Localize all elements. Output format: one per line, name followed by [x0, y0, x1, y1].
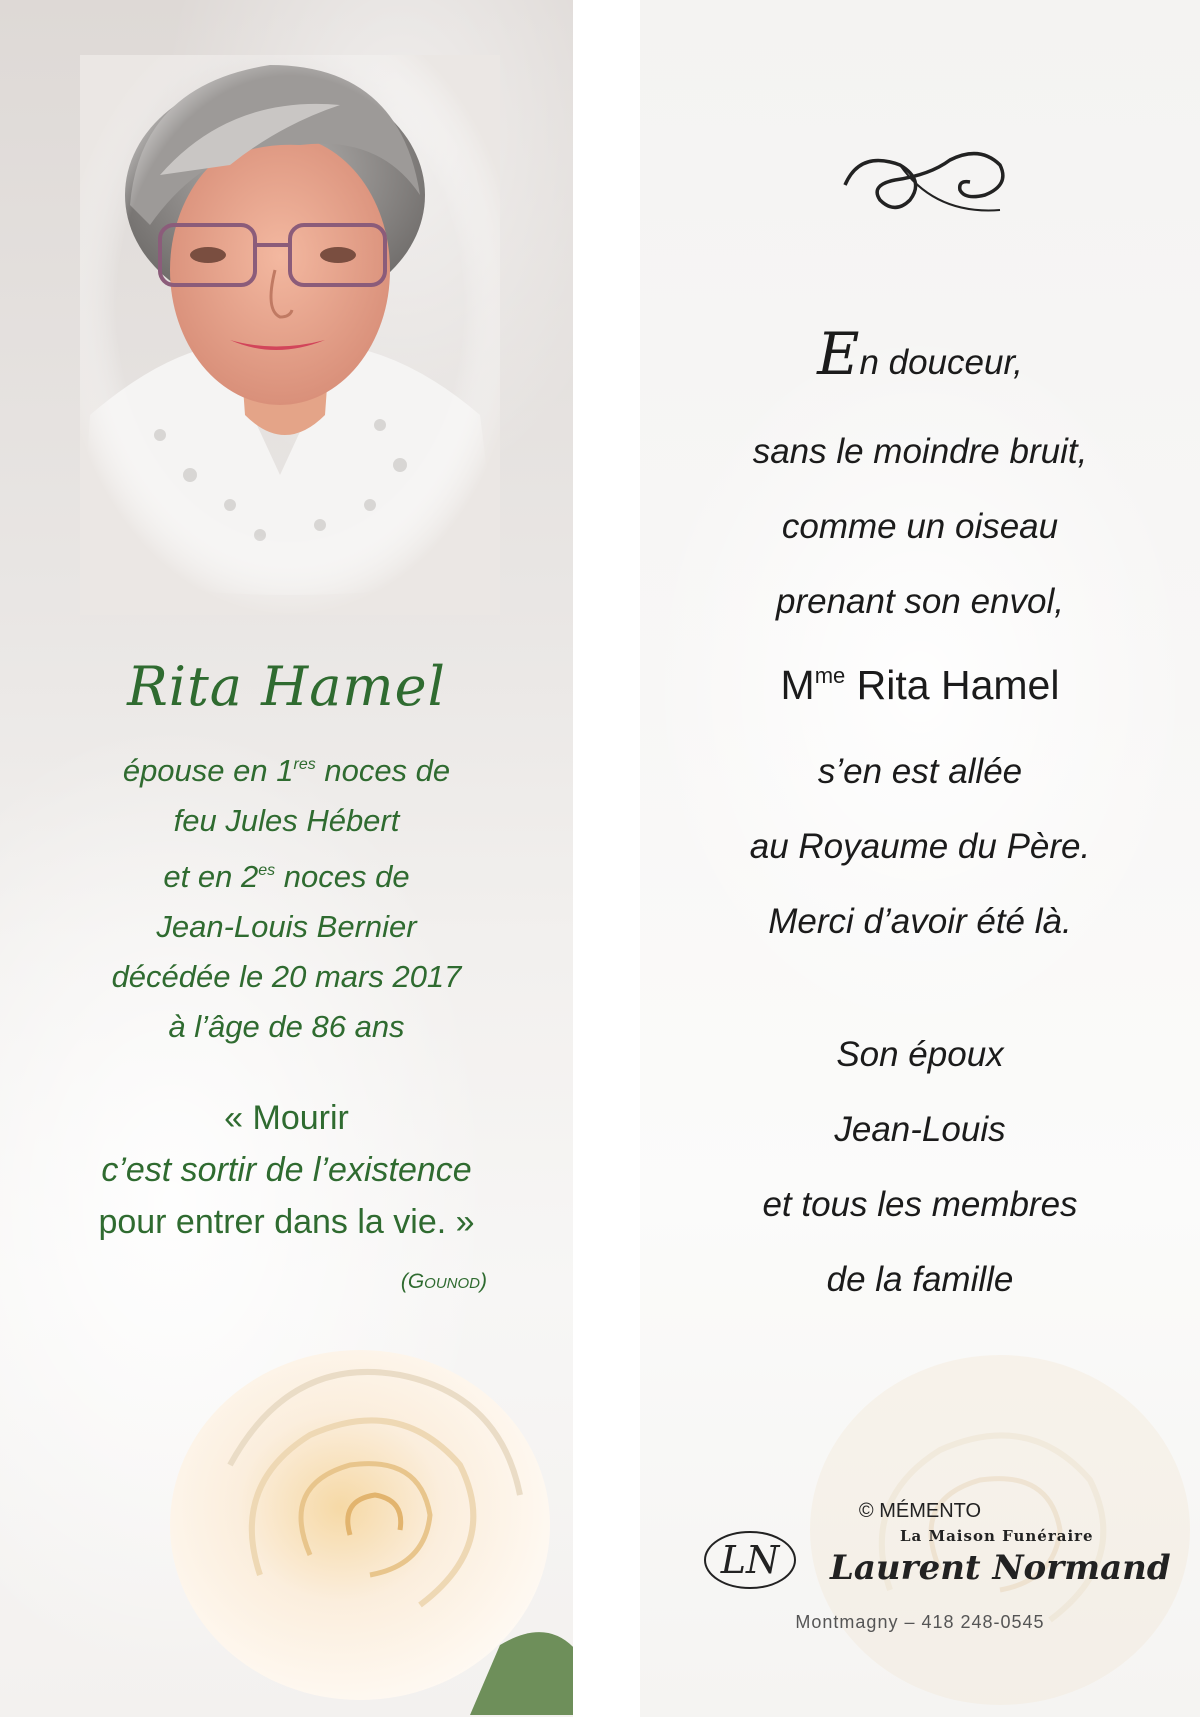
bio-line-age: à l’âge de 86 ans — [168, 1009, 405, 1044]
poem-line-4: prenant son envol, — [776, 582, 1064, 621]
quote-author: (Gounod) — [400, 1270, 487, 1293]
quote — [0, 1092, 573, 1248]
bookmark-back — [640, 0, 1200, 1717]
white-rose-image — [170, 1315, 573, 1715]
flourish-ornament — [840, 140, 1010, 225]
funeral-home-label: La Maison Funéraire — [900, 1527, 1094, 1545]
bio-line-marriage-2: et en $2^{es}$ noces de — [163, 859, 410, 894]
bio-line-marriage-1: épouse en 1res noces de — [122, 753, 451, 788]
portrait-photo — [80, 55, 500, 615]
poem-line-2: sans le moindre bruit, — [752, 432, 1088, 471]
quote-line-1: « Mourir — [224, 1099, 349, 1137]
poem-name-line: $M^{me}$ Rita Hamel — [780, 662, 1060, 708]
family-line-4: de la famille — [826, 1260, 1014, 1299]
poem-line-1: En douceur, — [817, 320, 1023, 388]
funeral-home-name: Laurent Normand — [830, 1548, 1171, 1588]
bio-line-death-date: décédée le 20 mars 2017 — [111, 959, 462, 994]
bio-line-first-husband: feu Jules Hébert — [173, 803, 400, 838]
poem-line-7: au Royaume du Père. — [749, 827, 1091, 866]
poem-line-6: s’en est allée — [817, 752, 1023, 791]
ln-monogram-logo — [700, 1525, 800, 1595]
biography — [0, 740, 573, 1052]
faded-rose-image — [800, 1330, 1200, 1717]
memento-credit: © MÉMENTO — [858, 1500, 982, 1522]
poem-line-3: comme un oiseau — [781, 507, 1059, 546]
quote-line-2: c’est sortir de l’existence — [101, 1151, 472, 1189]
family-line-1: Son époux — [836, 1035, 1004, 1074]
svg-text:LN: LN — [720, 1538, 780, 1582]
family-line-2: Jean-Louis — [834, 1110, 1006, 1149]
family-line-3: et tous les membres — [762, 1185, 1078, 1224]
bookmark-front — [0, 0, 573, 1717]
bio-line-second-husband: Jean-Louis Bernier — [156, 909, 417, 944]
contact-line: Montmagny – 418 248-0545 — [795, 1612, 1045, 1632]
poem-line-8: Merci d’avoir été là. — [768, 902, 1072, 941]
deceased-name: Rita Hamel — [127, 655, 446, 718]
quote-line-3: pour entrer dans la vie. » — [98, 1203, 475, 1241]
